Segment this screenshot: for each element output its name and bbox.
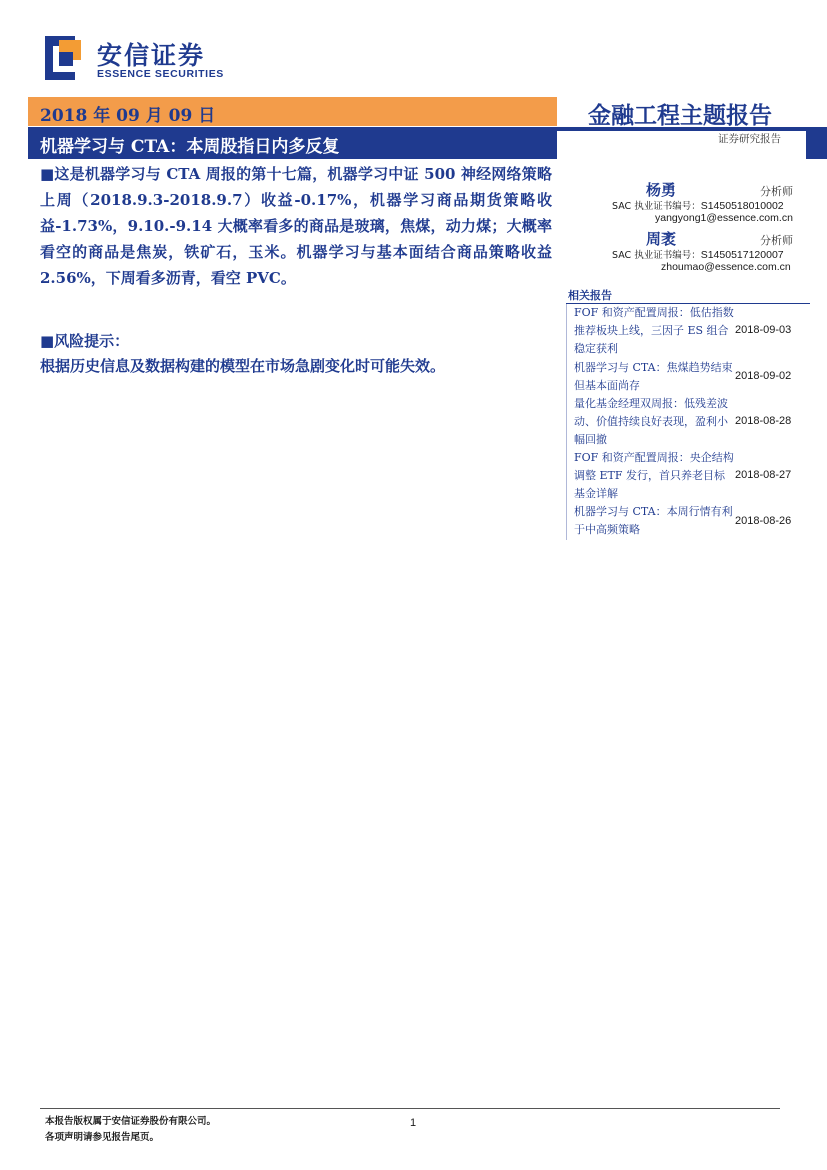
- analyst-email[interactable]: yangyong1@essence.com.cn: [655, 212, 793, 224]
- related-report-link[interactable]: FOF 和资产配置周报：低估指数推荐板块上线，三因子 ES 组合稳定获利: [574, 306, 734, 355]
- related-report-link[interactable]: 机器学习与 CTA：本周行情有利于中高频策略: [574, 505, 733, 536]
- cert-number: S1450517120007: [700, 249, 784, 261]
- related-report-date: 2018-08-28: [735, 415, 792, 427]
- footer-divider: [40, 1108, 780, 1109]
- disclaimer-notice: 各项声明请参见报告尾页。: [45, 1132, 160, 1143]
- related-report-date: 2018-08-26: [735, 515, 792, 527]
- related-report-link[interactable]: 量化基金经理双周报：低残差波动、价值持续良好表现，盈利小幅回撤: [574, 397, 728, 446]
- report-date: 2018 年 09 月 09 日: [40, 106, 216, 126]
- bullet-icon: ■: [40, 165, 55, 183]
- risk-text: 根据历史信息及数据构建的模型在市场急剧变化时可能失效。: [40, 357, 446, 375]
- report-type: 金融工程主题报告: [588, 102, 772, 129]
- related-report-link[interactable]: 机器学习与 CTA：焦煤趋势结束但基本面尚存: [574, 361, 733, 392]
- analyst-name: 周袤: [646, 230, 677, 248]
- cert-label: SAC 执业证书编号：: [612, 201, 701, 212]
- cert-label: SAC 执业证书编号：: [612, 250, 701, 261]
- related-report-date: 2018-09-03: [735, 324, 792, 336]
- related-report-link[interactable]: FOF 和资产配置周报：央企结构调整 ETF 发行，首只养老目标基金详解: [574, 451, 734, 500]
- related-left-border: [566, 304, 567, 540]
- report-title: 机器学习与 CTA：本周股指日内多反复: [40, 137, 340, 157]
- report-subtype: 证券研究报告: [718, 133, 781, 145]
- summary-text: 这是机器学习与 CTA 周报的第十七篇，机器学习中证 500 神经网络策略上周（2018.9.3-2018.9.7）收益-0.17%，机器学习商品期货策略收益-1.73%，9.10.-9.14 大概率看多的商品是玻璃，焦煤，动力煤；大概率看空的商品是焦炭，铁矿石，玉米。机器学习与基本面结合商品策略收益 2.56%，下周看多沥青，看空 PVC。: [40, 165, 552, 287]
- analyst-cert: [612, 247, 784, 261]
- risk-title: ■风险提示：: [40, 332, 130, 350]
- summary-paragraph: [40, 161, 552, 291]
- company-logo: [45, 36, 224, 82]
- analyst-email[interactable]: zhoumao@essence.com.cn: [661, 261, 791, 273]
- related-report-date: 2018-08-27: [735, 469, 792, 481]
- analyst-cert: [612, 198, 784, 212]
- logo-en-text: ESSENCE SECURITIES: [97, 68, 224, 80]
- page-number: 1: [410, 1117, 417, 1129]
- logo-cn-text: 安信证券: [97, 41, 206, 70]
- related-reports-title: 相关报告: [568, 289, 612, 302]
- cert-number: S1450518010002: [700, 200, 784, 212]
- logo-icon: [45, 36, 81, 80]
- analyst-role: 分析师: [760, 234, 793, 247]
- analyst-role: 分析师: [760, 185, 793, 198]
- header-accent: [806, 127, 827, 159]
- related-report-date: 2018-09-02: [735, 370, 792, 382]
- copyright-notice: 本报告版权属于安信证券股份有限公司。: [45, 1116, 217, 1127]
- analyst-name: 杨勇: [646, 181, 677, 199]
